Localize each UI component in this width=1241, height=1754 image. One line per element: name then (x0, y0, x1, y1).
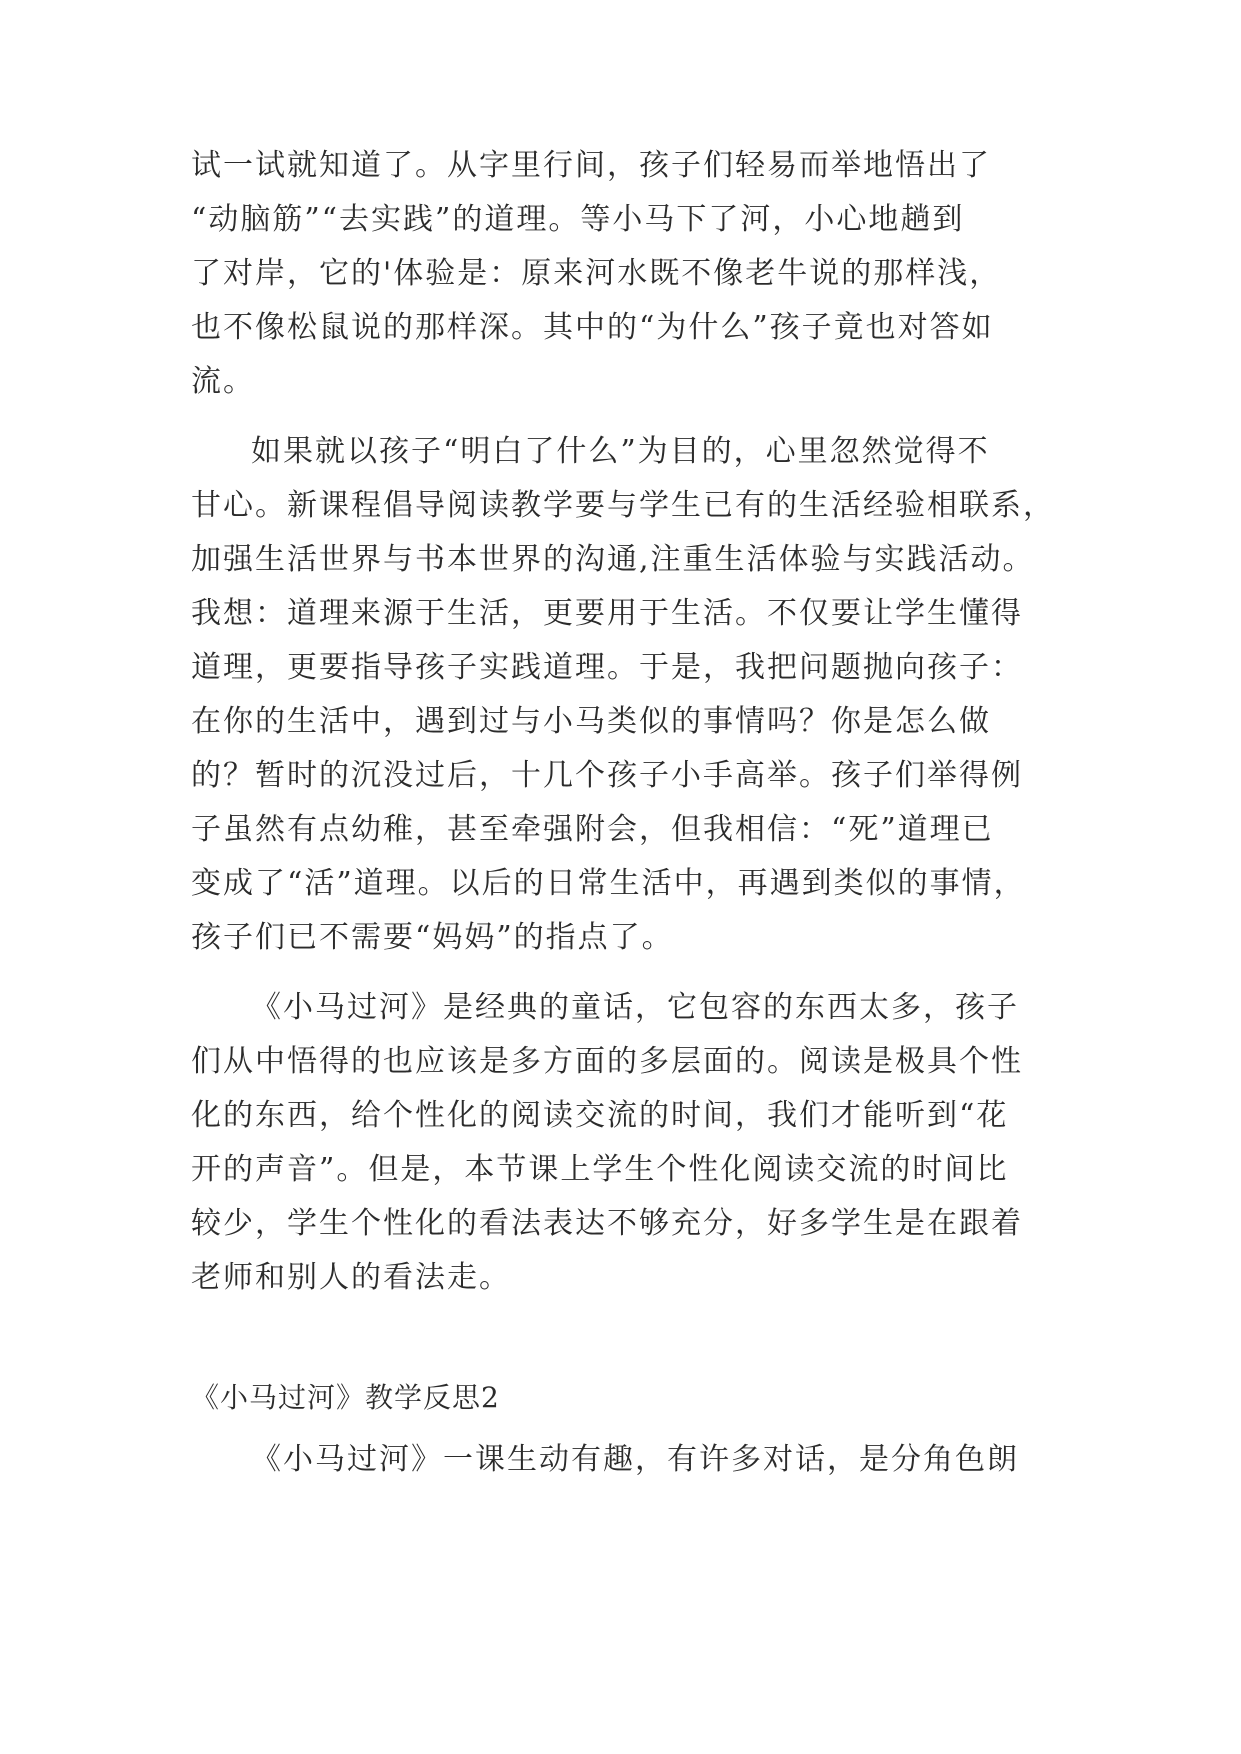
paragraph-1-line-2: “动脑筋”“去实践”的道理。等小马下了河，小心地趟到 (191, 202, 965, 237)
paragraph-2-line-9: 变成了“活”道理。以后的日常生活中，再遇到类似的事情， (191, 866, 1026, 901)
paragraph-4-line-1: 《小马过河》一课生动有趣，有许多对话，是分角色朗 (251, 1442, 1019, 1477)
paragraph-3-line-1: 《小马过河》是经典的童话，它包容的东西太多，孩子 (251, 990, 1019, 1025)
paragraph-2-line-10: 孩子们已不需要“妈妈”的指点了。 (191, 920, 674, 955)
paragraph-2-line-8: 子虽然有点幼稚，甚至牵强附会，但我相信：“死”道理已 (191, 812, 994, 847)
paragraph-1-line-4: 也不像松鼠说的那样深。其中的“为什么”孩子竟也对答如 (191, 310, 994, 345)
paragraph-3-line-6: 老师和别人的看法走。 (191, 1260, 511, 1295)
paragraph-2-line-5: 道理，更要指导孩子实践道理。于是，我把问题抛向孩子： (191, 650, 1023, 685)
paragraph-2-line-1: 如果就以孩子“明白了什么”为目的，心里忽然觉得不 (251, 434, 990, 469)
paragraph-2-line-2: 甘心。新课程倡导阅读教学要与学生已有的生活经验相联系， (191, 488, 1055, 523)
paragraph-3-line-3: 化的东西，给个性化的阅读交流的时间，我们才能听到“花 (191, 1098, 1009, 1133)
paragraph-3-line-5: 较少，学生个性化的看法表达不够充分，好多学生是在跟着 (191, 1206, 1023, 1241)
paragraph-2-line-6: 在你的生活中，遇到过与小马类似的事情吗？你是怎么做 (191, 704, 991, 739)
paragraph-3-line-4: 开的声音”。但是，本节课上学生个性化阅读交流的时间比 (191, 1152, 1009, 1187)
section-heading: 《小马过河》教学反思2 (191, 1381, 500, 1414)
paragraph-3-line-2: 们从中悟得的也应该是多方面的多层面的。阅读是极具个性 (191, 1044, 1023, 1079)
paragraph-2-line-3: 加强生活世界与书本世界的沟通,注重生活体验与实践活动。 (191, 542, 1035, 577)
paragraph-1-line-3: 了对岸，它的'体验是：原来河水既不像老牛说的那样浅， (191, 256, 1002, 291)
paragraph-2-line-4: 我想：道理来源于生活，更要用于生活。不仅要让学生懂得 (191, 596, 1023, 631)
paragraph-1-line-1: 试一试就知道了。从字里行间，孩子们轻易而举地悟出了 (191, 148, 991, 183)
paragraph-2-line-7: 的？暂时的沉没过后，十几个孩子小手高举。孩子们举得例 (191, 758, 1023, 793)
paragraph-1-line-5: 流。 (191, 364, 255, 399)
